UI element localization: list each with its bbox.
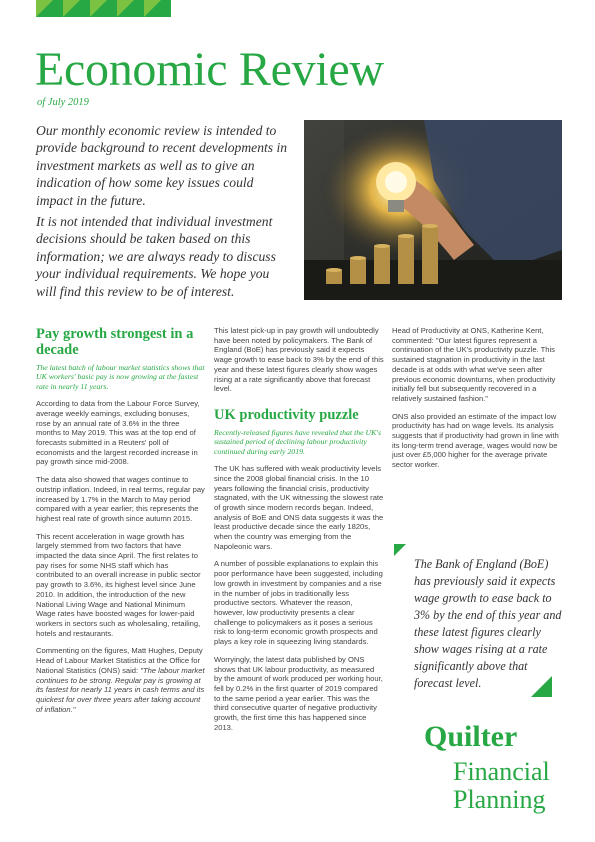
article-2-paragraph: Worryingly, the latest data published by ONS shows that UK labour productivity, as measured by the amount of work produced per working hour, fell by 0.2% in the first quarter of 2019 compared to the same period a year earlier. This was the third consecutive quarter of negative productivity growth, the first time this has happened since 2013.: [214, 654, 383, 732]
article-2-standfirst: Recently-released figures have revealed that the UK's sustained period of declining labour productivity continued during early 2019.: [214, 427, 382, 456]
article-1-standfirst: The latest batch of labour market statistics shows that UK workers' basic pay is now growing at the fastest rate in nearly 11 years.: [36, 363, 205, 391]
logo-planning: Planning: [453, 785, 546, 814]
logo-financial: Financial: [453, 757, 550, 786]
intro-paragraph-1: Our monthly economic review is intended to provide background to recent developments in investment markets as well as to give an indication of how some key issues could impact in the future.: [36, 123, 288, 208]
article-1-quote-lead: Commenting on the figures, Matt Hughes, Deputy Head of Labour Market Statistics at the Office for National Statistics (ONS) said:: [36, 646, 203, 675]
pull-quote: The Bank of England (BoE) has previously said it expects wage growth to ease back to 3% by the end of this year and these latest figures clearly show wages rising at a rate significantly above that forecast level.: [414, 557, 562, 690]
issue-date: of July 2019: [37, 97, 89, 108]
article-1-paragraph: This recent acceleration in wage growth has largely stemmed from two factors that have impacted the data since April. The first relates to pay rises for some NHS staff which has contributed to an overall increase in public sector pay growth to 3.6%, its highest level since June 2010. In addition, the introduction of the new National Living Wage and National Minimum Wage rates have boosted wages for lower-paid workers in sectors such as wholesaling, retailing, hotels and restaurants.: [36, 531, 201, 638]
article-2-paragraph: A number of possible explanations to explain this poor performance have been suggested, including low growth in investment by companies and a rise in the number of jobs in traditionally less productive sectors. Whatever the reason, however, low productivity presents a clear challenge to policymakers as it poses a serious risk to long-term economic growth prospects and plays a key role in squeezing living standards.: [214, 559, 383, 647]
article-1-heading: Pay growth strongest in a decade: [36, 326, 194, 358]
article-2-paragraph: Head of Productivity at ONS, Katherine Kent, commented: "Our latest figures represent a continuation of the UK's productivity puzzle. This sustained stagnation in productivity in the last decade is at odds with what we've seen after previous economic downturns, when productivity initially fell but subsequently recovered in a relatively sustained fashion.": [392, 326, 556, 403]
quote-corner-top: [394, 544, 406, 556]
article-1-paragraph: The data also showed that wages continue to outstrip inflation. Indeed, in real terms, regular pay increased by 1.7% in the March to May period compared with a year earlier; this represents the highest real rate of growth since autumn 2015.: [36, 475, 205, 523]
column-2: [214, 326, 384, 740]
header-stripe: [36, 0, 171, 17]
article-2-paragraph: The UK has suffered with weak productivity levels since the 2008 global financial crisis. In the 10 years following the financial crisis, productivity stagnated, with the UK witnessing the slowest rate of growth since modern records began. Indeed, analysis of BoE and ONS data suggests it was the least productive decade since the early 1820s, when the country was emerging from the Napoleonic wars.: [214, 464, 384, 551]
article-1-quote: "The labour market continues to be strong. Regular pay is growing at its fastest for nearly 11 years in cash terms and its quickest for over three years after taking account of inflation.": [36, 665, 205, 714]
lightbulb-coins-photo: [304, 120, 562, 300]
intro-paragraph-2: It is not intended that individual investment decisions should be taken based on this information; we are always ready to discuss your individual requirements. We hope you will find this review to be of interest.: [36, 214, 276, 299]
page-title: Economic Review: [35, 43, 384, 96]
logo-quilter: Quilter: [424, 720, 518, 753]
column-1: [36, 326, 206, 722]
article-1-paragraph: This latest pick-up in pay growth will undoubtedly have been noted by policymakers. The Bank of England (BoE) has previously said it expects wage growth to ease back to 3% by the end of this year and these latest figures clearly show wages rising at a rate significantly above that forecast level.: [214, 326, 384, 394]
article-2-paragraph: ONS also provided an estimate of the impact low productivity has had on wage levels. Its analysis suggests that if productivity had grown in line with its long-term trend average, wages would now be just over £5,000 higher for the average private sector worker.: [392, 411, 559, 470]
column-3: [392, 326, 562, 478]
article-1-paragraph: [36, 646, 206, 714]
quote-corner-bottom: [531, 676, 552, 697]
article-2-heading: UK productivity puzzle: [214, 406, 359, 423]
article-1-paragraph: According to data from the Labour Force Survey, average weekly earnings, excluding bonuses, rose by an annual rate of 3.6% in the three months to May 2019. This was at the top end of forecasts submitted in a Reuters' poll of economists and the largest recorded increase in pay growth since mid-2008.: [36, 399, 200, 467]
